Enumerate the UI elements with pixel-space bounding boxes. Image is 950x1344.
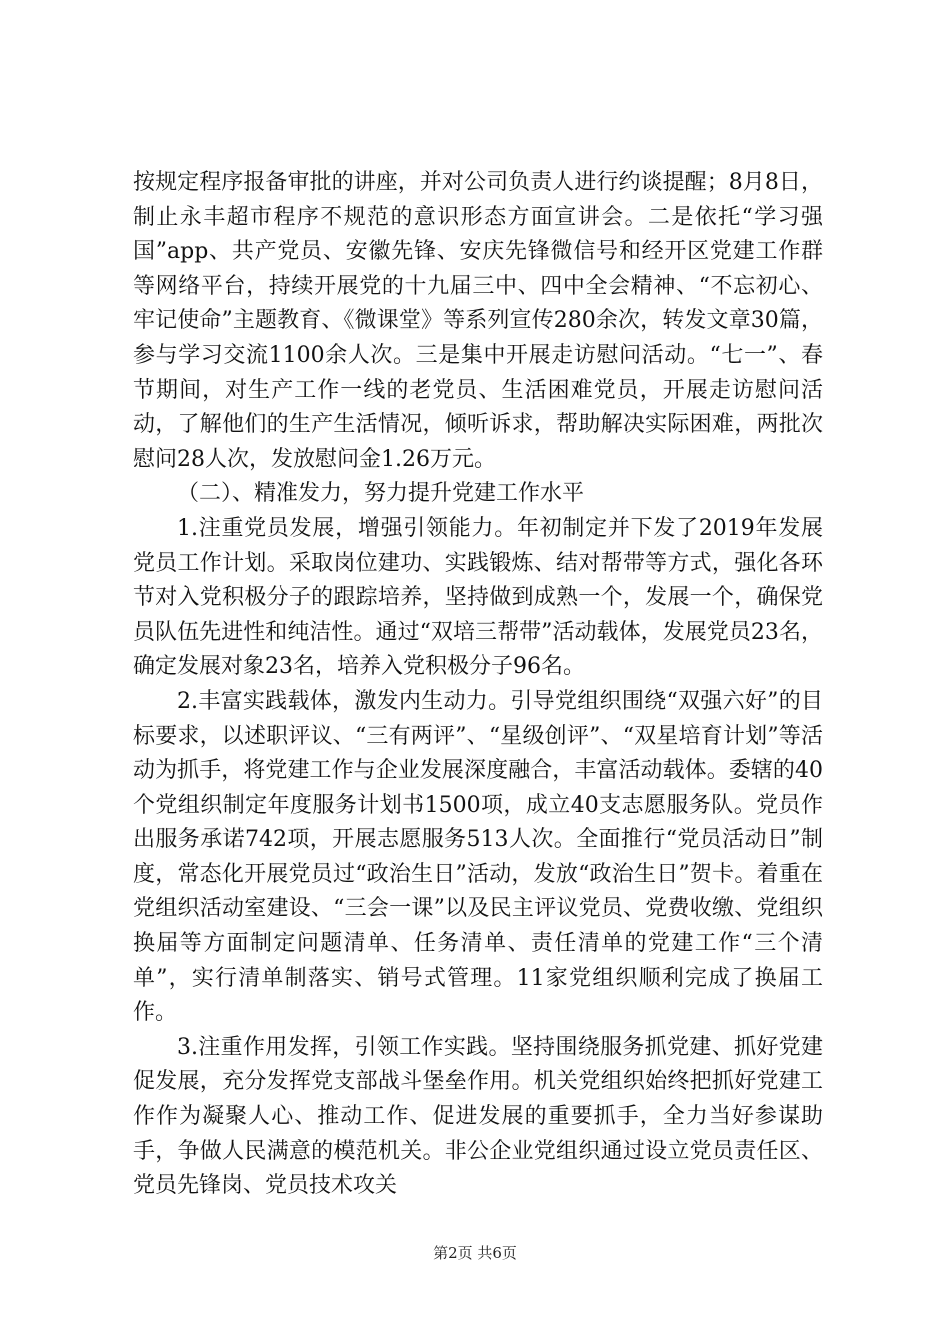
paragraph-continuation: 按规定程序报备审批的讲座，并对公司负责人进行约谈提醒；8月8日，制止永丰超市程序不规范的意识形态方面宣讲会。二是依托“学习强国”app、共产党员、安徽先锋、安庆先锋微信号和经开区党建工作群等网络平台，持续开展党的十九届三中、四中全会精神、“不忘初心、牢记使命”主题教育、《微课堂》等系列宣传280余次，转发文章30篇，参与学习交流1100余人次。三是集中开展走访慰问活动。“七一”、春节期间，对生产工作一线的老党员、生活困难党员，开展走访慰问活动，了解他们的生产生活情况，倾听诉求，帮助解决实际困难，两批次慰问28人次，发放慰问金1.26万元。 (133, 170, 824, 472)
section-heading: （二）、精准发力，努力提升党建工作水平 (177, 481, 585, 507)
paragraph-party-member-development: 1.注重党员发展，增强引领能力。年初制定并下发了2019年发展党员工作计划。采取岗位建功、实践锻炼、结对帮带等方式，强化各环节对入党积极分子的跟踪培养，坚持做到成熟一个，发展一个，确保党员队伍先进性和纯洁性。通过“双培三帮带”活动载体，发展党员23名，确定发展对象23名，培养入党积极分子96名。 (133, 515, 823, 680)
page-footer: 第2页 共6页 (433, 1244, 517, 1262)
paragraph-role-play: 3.注重作用发挥，引领工作实践。坚持围绕服务抓党建、抓好党建促发展，充分发挥党支部战斗堡垒作用。机关党组织始终把抓好党建工作作为凝聚人心、推动工作、促进发展的重要抓手，全力当好参谋助手，争做人民满意的模范机关。非公企业党组织通过设立党员责任区、党员先锋岗、党员技术攻关 (133, 1034, 823, 1199)
paragraph-practice-carriers: 2.丰富实践载体，激发内生动力。引导党组织围绕“双强六好”的目标要求，以述职评议、“三有两评”、“星级创评”、“双星培育计划”等活动为抓手，将党建工作与企业发展深度融合，丰富活动载体。委辖的40个党组织制定年度服务计划书1500项，成立40支志愿服务队。党员作出服务承诺742项，开展志愿服务513人次。全面推行“党员活动日”制度，常态化开展党员过“政治生日”活动，发放“政治生日”贺卡。着重在党组织活动室建设、“三会一课”以及民主评议党员、党费收缴、党组织换届等方面制定问题清单、任务清单、责任清单的党建工作“三个清单”，实行清单制落实、销号式管理。11家党组织顺利完成了换届工作。 (133, 688, 823, 1026)
document-body (133, 166, 823, 1204)
